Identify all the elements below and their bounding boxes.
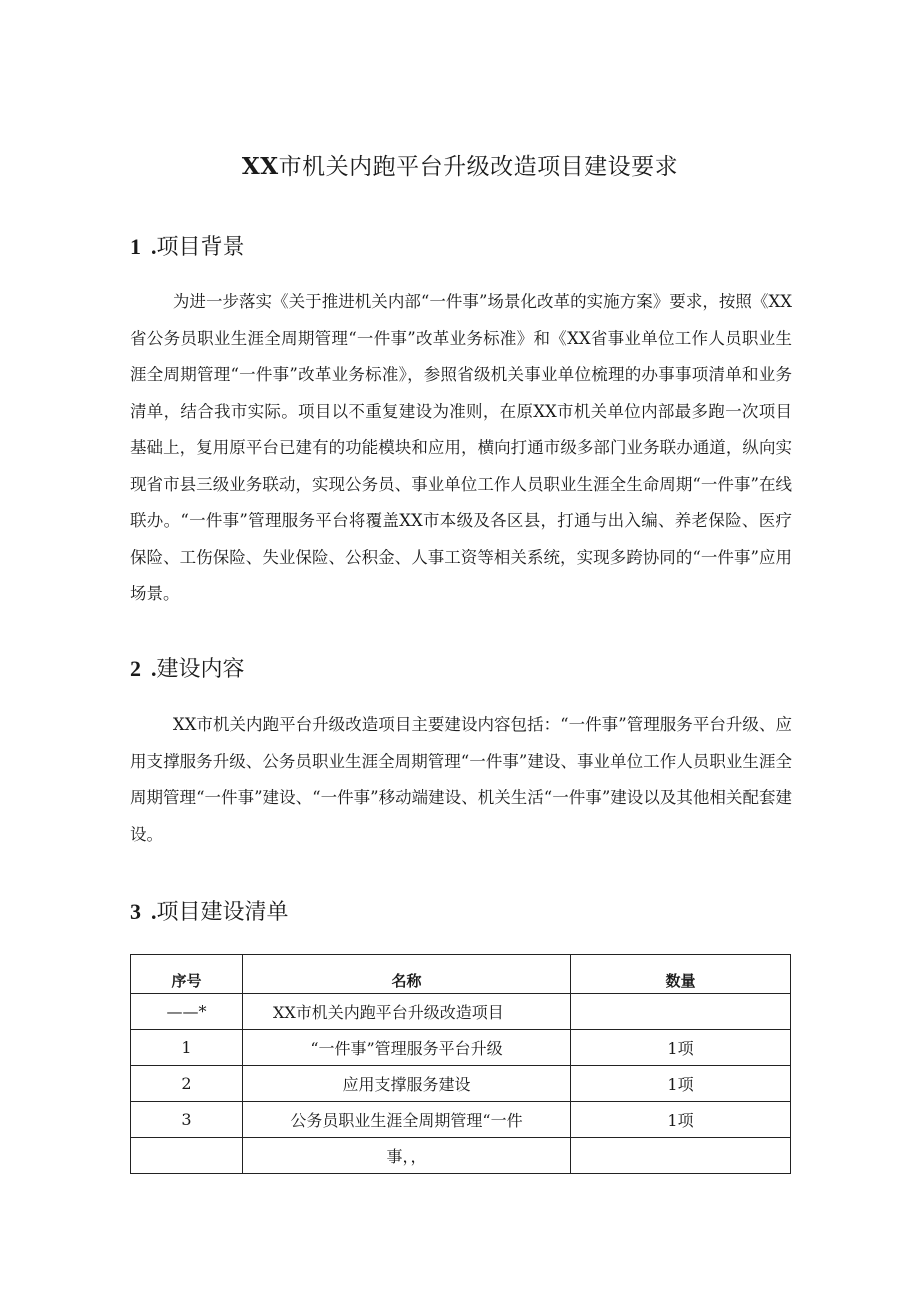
- section-title: 建设内容: [156, 657, 245, 682]
- section-dot: .: [151, 234, 157, 259]
- section-number: 1: [130, 234, 141, 259]
- section-title: 项目建设清单: [156, 900, 289, 925]
- cell-name: 事，，: [243, 1138, 571, 1174]
- cell-qty: 1项: [571, 1030, 791, 1066]
- cell-qty: 1项: [571, 1066, 791, 1102]
- table-row: [131, 1138, 791, 1174]
- section-heading-1: [130, 230, 245, 261]
- section-paragraph-2: XX市机关内跑平台升级改造项目主要建设内容包括：“一件事”管理服务平台升级、应用支撑服务升级、公务员职业生涯全周期管理“一件事”建设、事业单位工作人员职业生涯全周期管理“一件事”建设、“一件事”移动端建设、机关生活“一件事”建设以及其他相关配套建设。: [130, 715, 792, 844]
- section-title: 项目背景: [156, 235, 245, 260]
- title-prefix: XX: [241, 153, 279, 180]
- section-number: 2: [130, 656, 141, 681]
- cell-name: 公务员职业生涯全周期管理“一件: [243, 1102, 571, 1138]
- cell-seq: [131, 1138, 243, 1174]
- section-heading-3: [130, 895, 289, 926]
- section-dot: .: [151, 656, 157, 681]
- table-header-row: [131, 955, 791, 994]
- cell-name: XX市机关内跑平台升级改造项目: [243, 994, 571, 1030]
- cell-seq: 1: [131, 1030, 243, 1066]
- cell-qty: [571, 994, 791, 1030]
- cell-name: “一件事”管理服务平台升级: [243, 1030, 571, 1066]
- section-paragraph-1: 为进一步落实《关于推进机关内部“一件事”场景化改革的实施方案》要求，按照《XX省公务员职业生涯全周期管理“一件事”改革业务标准》和《XX省事业单位工作人员职业生涯全周期管理“一件事”改革业务标准》，参照省级机关事业单位梳理的办事事项清单和业务清单，结合我市实际。项目以不重复建设为准则，在原XX市机关单位内部最多跑一次项目基础上，复用原平台已建有的功能模块和应用，横向打通市级多部门业务联办通道，纵向实现省市县三级业务联动，实现公务员、事业单位工作人员职业生涯全生命周期“一件事”在线联办。“一件事”管理服务平台将覆盖XX市本级及各区县，打通与出入编、养老保险、医疗保险、工伤保险、失业保险、公积金、人事工资等相关系统，实现多跨协同的“一件事”应用场景。: [130, 292, 792, 603]
- table-row: [131, 1030, 791, 1066]
- cell-qty: 1项: [571, 1102, 791, 1138]
- section-heading-2: [130, 652, 245, 683]
- header-name: 名称: [243, 955, 571, 994]
- cell-seq: 2: [131, 1066, 243, 1102]
- project-list-table: [130, 954, 791, 1174]
- cell-qty: [571, 1138, 791, 1174]
- header-qty: 数量: [571, 955, 791, 994]
- cell-name: 应用支撑服务建设: [243, 1066, 571, 1102]
- table-row: [131, 1066, 791, 1102]
- cell-seq: 3: [131, 1102, 243, 1138]
- table-row: [131, 1102, 791, 1138]
- cell-seq: ——*: [131, 994, 243, 1030]
- header-seq: 序号: [131, 955, 243, 994]
- document-title: [0, 148, 920, 181]
- table-row: [131, 994, 791, 1030]
- section-number: 3: [130, 899, 141, 924]
- title-text: 市机关内跑平台升级改造项目建设要求: [278, 154, 679, 180]
- section-dot: .: [151, 899, 157, 924]
